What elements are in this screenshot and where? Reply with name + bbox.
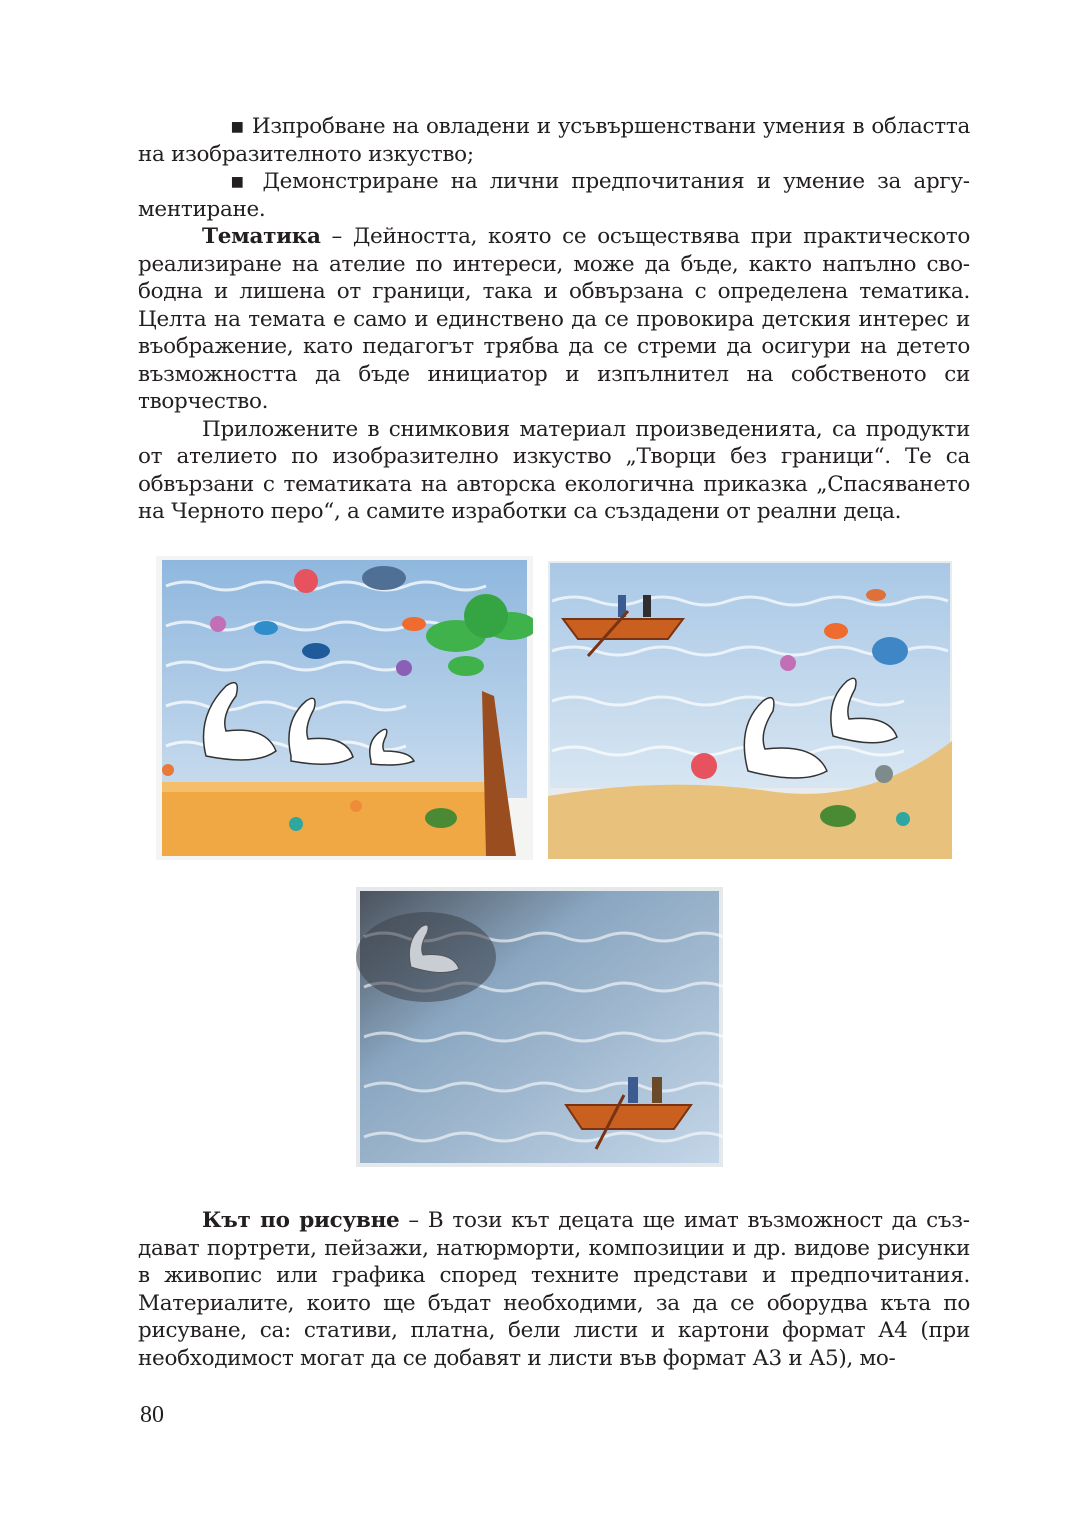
theme-heading: Тематика xyxy=(202,224,321,249)
bottom-text-block xyxy=(138,1207,970,1372)
attached-works-paragraph: Приложените в снимковия материал произведенията, са продукти от ателието по изобразително изкуство „Творци без граници“. Те са обвързани с тематиката на авторска екологична приказка „Спасяването на Черното перо“, а самите изработки са създадени от реални деца. xyxy=(138,416,970,524)
bullet-item-skills: ▪ Изпробване на овладени и усъвършенствани умения в областта на изобразителното изкуство; xyxy=(138,114,970,167)
drawing-corner-heading: Кът по рисувне xyxy=(202,1208,400,1233)
top-text-block xyxy=(138,113,970,526)
artwork-photo-1 xyxy=(156,556,533,860)
drawing-corner-text: – В този кът децата ще имат възможност да създават портрети, пейзажи, натюрморти, композиции и др. видове рисунки в живопис или графика според техните представи и предпочитания. Материалите, които ще бъдат необходими, за да се оборудва кътa по рисуване, са: стативи, платна, бели листи и картони формат А4 (при необходимост могат да се добавят и листи във формат А3 и А5), мо- xyxy=(138,1208,970,1371)
drawing-corner-paragraph xyxy=(138,1207,970,1372)
theme-paragraph xyxy=(138,223,970,416)
page-number: 80 xyxy=(140,1402,164,1428)
bullet-item-preferences: ▪ Демонстриране на лични предпочитания и умение за аргументиране. xyxy=(138,169,970,222)
theme-text: – Дейността, която се осъществява при практическото реализиране на ателие по интереси, може да бъде, както напълно свободна и лишена от граници, така и обвързана с определена тематика. Целта на темата е само и единствено да се провокира детския интерес и въображение, като педагогът трябва да се стреми да осигури на детето възможността да бъде инициатор и изпълнител на собственото си творчество. xyxy=(138,224,970,414)
artwork-photo-3 xyxy=(356,887,723,1167)
artwork-photo-2 xyxy=(548,561,952,859)
